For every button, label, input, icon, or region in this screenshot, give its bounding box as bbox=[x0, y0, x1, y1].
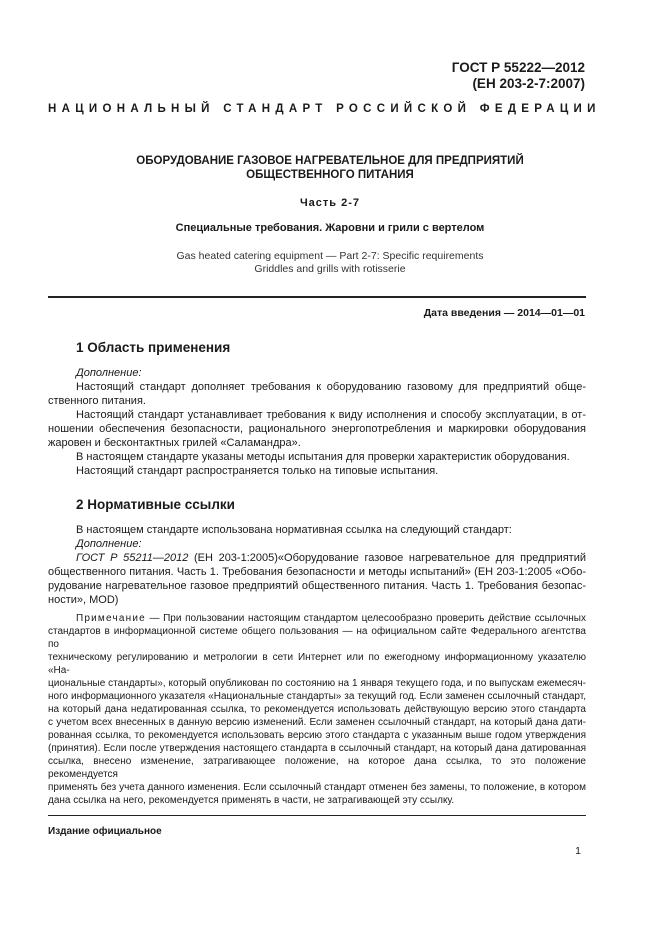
note-line: стандартов в информационной системе общего пользования — на официальном сайте Федерального агентства по bbox=[48, 626, 586, 650]
note-line: ссылка, внесено изменение, затрагивающее положение, на которое дана ссылка, то это положение рекомендуется bbox=[48, 756, 586, 780]
note-line: Примечание — При пользовании настоящим стандартом целесообразно проверить действие ссылочных bbox=[76, 613, 586, 624]
edition-label: Издание официальное bbox=[48, 826, 162, 837]
english-title-line-2: Griddles and grills with rotisserie bbox=[254, 263, 406, 275]
en-number: (ЕН 203-2-7:2007) bbox=[472, 76, 585, 91]
subtitle: Специальные требования. Жаровни и грили с вертелом bbox=[175, 222, 485, 234]
footer-divider bbox=[48, 815, 586, 816]
paragraph-line: Настоящий стандарт распространяется только на типовые испытания. bbox=[76, 465, 439, 477]
paragraph-line: ношении обеспечения безопасности, рационального энергопотребления и маркировки оборудования bbox=[48, 423, 586, 435]
english-title bbox=[60, 250, 600, 276]
paragraph-line: Настоящий стандарт устанавливает требования к виду исполнения и способу эксплуатации, в от- bbox=[76, 409, 586, 421]
paragraph-line: В настоящем стандарте указаны методы испытания для проверки характеристик оборудования. bbox=[76, 451, 570, 463]
note-line: техническому регулированию и метрологии в сети Интернет или по ежегодному информационному указателю «На- bbox=[48, 652, 586, 676]
note-label: Примечание bbox=[76, 613, 146, 624]
note-line: на который дана недатированная ссылка, то рекомендуется использовать действующую версию этого стандарта bbox=[48, 704, 586, 715]
reference-line: общественного питания. Часть 1. Требования безопасности и методы испытаний» (ЕН 203-1:2005 «Обо- bbox=[48, 566, 586, 578]
national-standard-banner: НАЦИОНАЛЬНЫЙ СТАНДАРТ РОССИЙСКОЙ ФЕДЕРАЦИИ bbox=[48, 103, 601, 115]
reference-line: ности», MOD) bbox=[48, 594, 119, 606]
part-label: Часть 2-7 bbox=[299, 197, 361, 209]
document-title bbox=[60, 154, 600, 182]
section-1-body bbox=[48, 366, 586, 478]
document-header bbox=[452, 60, 585, 92]
note-block bbox=[48, 612, 586, 807]
addition-label: Дополнение: bbox=[76, 538, 142, 550]
effective-date: Дата введения — 2014—01—01 bbox=[423, 307, 585, 319]
reference-line: рудование нагревательное газовое предприятий общественного питания. Часть 1. Требования безопас- bbox=[48, 580, 586, 592]
section-2-heading: 2 Нормативные ссылки bbox=[76, 497, 235, 512]
note-line: ного информационного указателя «Национальные стандарты» за текущий год. Если заменен ссылочный стандарт, bbox=[48, 691, 586, 702]
note-line: с учетом всех внесенных в данную версию изменений. Если заменен ссылочный стандарт, на который дана дати- bbox=[48, 717, 586, 728]
section-2-body bbox=[48, 523, 586, 607]
paragraph-line: жаровен и бесконтактных грилей «Саламандра». bbox=[48, 437, 301, 449]
paragraph-line: Настоящий стандарт дополняет требования к оборудованию газовому для предприятий обще- bbox=[76, 381, 586, 393]
section-1-heading: 1 Область применения bbox=[76, 340, 231, 355]
addition-label: Дополнение: bbox=[76, 367, 142, 379]
reference-code: ГОСТ Р 55211—2012 bbox=[76, 552, 189, 564]
paragraph-line: В настоящем стандарте использована нормативная ссылка на следующий стандарт: bbox=[76, 524, 512, 536]
english-title-line-1: Gas heated catering equipment — Part 2-7: Specific requirements bbox=[176, 250, 484, 262]
note-line: циональные стандарты», который опубликован по состоянию на 1 января текущего года, и по выпускам ежемесяч- bbox=[48, 678, 586, 689]
note-line: применять без учета данного изменения. Если ссылочный стандарт отменен без замены, то положение, в котором bbox=[48, 782, 586, 793]
page-number: 1 bbox=[575, 845, 581, 857]
title-line-1: ОБОРУДОВАНИЕ ГАЗОВОЕ НАГРЕВАТЕЛЬНОЕ ДЛЯ ПРЕДПРИЯТИЙ bbox=[136, 155, 524, 167]
title-line-2: ОБЩЕСТВЕННОГО ПИТАНИЯ bbox=[246, 169, 414, 181]
note-line: дана ссылка на него, рекомендуется применять в части, не затрагивающей эту ссылку. bbox=[48, 795, 455, 806]
paragraph-line: ственного питания. bbox=[48, 395, 146, 407]
reference-line: ГОСТ Р 55211—2012 (ЕН 203-1:2005)«Оборудование газовое нагревательное для предприятий bbox=[76, 552, 586, 564]
note-line: рованная ссылка, то рекомендуется использовать версию этого стандарта с указанным выше годом утверждения bbox=[48, 730, 586, 741]
title-divider bbox=[48, 296, 586, 298]
gost-number: ГОСТ Р 55222—2012 bbox=[451, 60, 585, 75]
note-line: (принятия). Если после утверждения настоящего стандарта в ссылочный стандарт, на который дана датированная bbox=[48, 743, 586, 754]
